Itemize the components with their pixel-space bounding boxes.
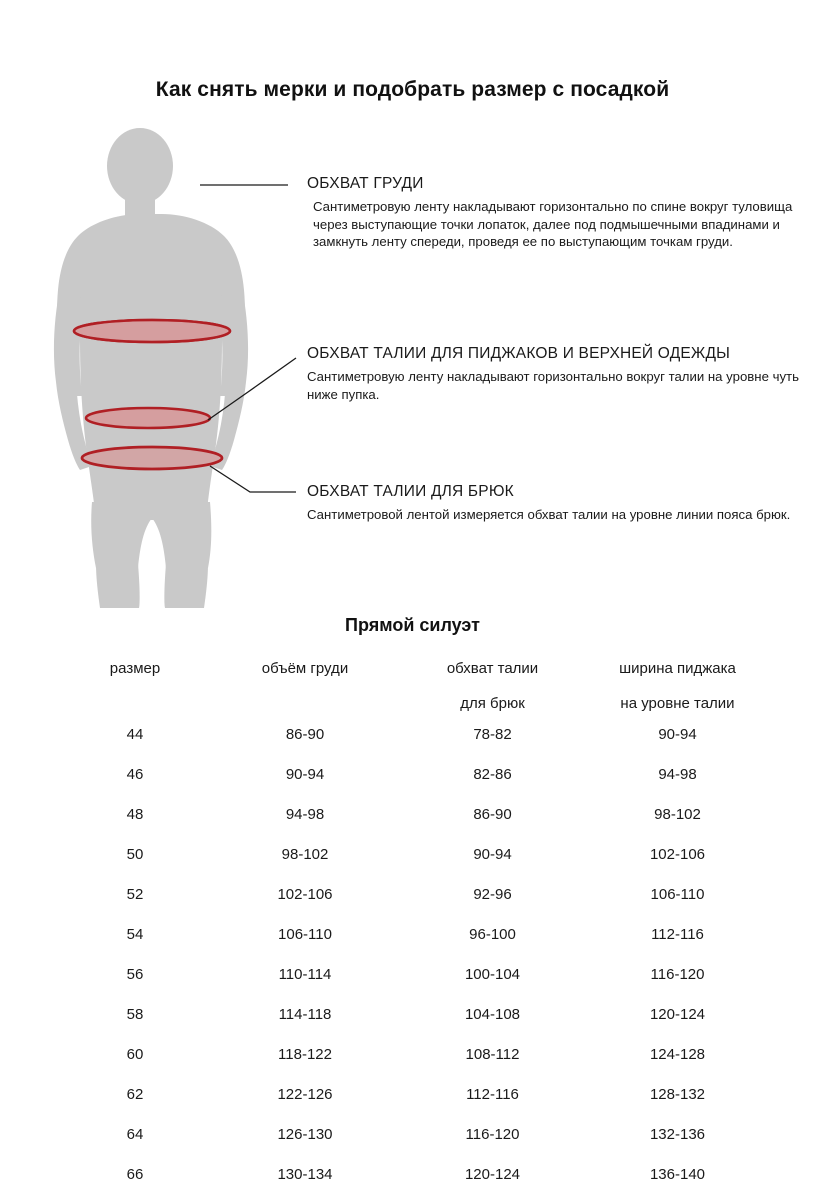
table-row	[60, 714, 770, 754]
table-header-size	[60, 660, 210, 714]
table-cell-chest: 122-126	[277, 1085, 333, 1103]
table-cell-chest: 110-114	[278, 965, 332, 983]
table-cell-chest: 98-102	[281, 845, 329, 863]
table-cell-jacket: 128-132	[649, 1085, 706, 1103]
table-cell-size: 62	[126, 1085, 144, 1103]
table-cell-waist: 82-86	[473, 765, 512, 783]
size-table-head	[60, 660, 770, 714]
table-cell-size: 66	[126, 1165, 144, 1183]
table-row	[60, 1114, 770, 1154]
table-row	[60, 1074, 770, 1114]
table-cell-waist: 108-112	[465, 1045, 520, 1063]
table-header-chest-main: объём груди	[261, 660, 349, 677]
body-figure	[30, 128, 290, 608]
callout-waist-trousers-title: ОБХВАТ ТАЛИИ ДЛЯ БРЮК	[307, 483, 514, 500]
table-header-row	[60, 660, 770, 714]
table-row	[60, 914, 770, 954]
table-row	[60, 1154, 770, 1194]
callout-waist-jacket	[307, 345, 819, 403]
callout-chest-body: Сантиметровую ленту накладывают горизонтально по спине вокруг туловища через выступающие точки лопаток, далее под подмышечными впадинами и замкнуть ленту спереди, проведя ее по выступающим точкам груди.	[313, 199, 793, 250]
table-cell-jacket: 94-98	[658, 765, 697, 783]
table-cell-waist: 112-116	[466, 1085, 519, 1103]
table-cell-waist: 78-82	[473, 725, 512, 743]
table-cell-size: 44	[126, 725, 144, 743]
table-cell-size: 52	[126, 885, 144, 903]
table-cell-chest: 102-106	[277, 885, 333, 903]
table-row	[60, 954, 770, 994]
table-cell-jacket: 112-116	[651, 925, 704, 943]
table-cell-size: 56	[126, 965, 144, 983]
table-header-waist-main: обхват талии	[446, 660, 539, 677]
table-header-chest	[210, 660, 400, 714]
callout-waist-jacket-title: ОБХВАТ ТАЛИИ ДЛЯ ПИДЖАКОВ И ВЕРХНЕЙ ОДЕЖДЫ	[307, 345, 731, 362]
table-cell-waist: 116-120	[465, 1125, 520, 1143]
callout-chest	[307, 175, 807, 251]
table-cell-chest: 118-122	[278, 1045, 332, 1063]
table-header-waist-sub: для брюк	[460, 695, 525, 712]
callout-waist-trousers-body: Сантиметровой лентой измеряется обхват талии на уровне линии пояса брюк.	[307, 507, 791, 522]
table-cell-waist: 92-96	[473, 885, 512, 903]
table-cell-jacket: 124-128	[649, 1045, 706, 1063]
table-cell-size: 54	[126, 925, 144, 943]
table-cell-waist: 96-100	[469, 925, 516, 943]
table-cell-size: 64	[126, 1125, 144, 1143]
table-cell-waist: 104-108	[464, 1005, 521, 1023]
table-cell-jacket: 90-94	[658, 725, 697, 743]
callout-waist-jacket-body: Сантиметровую ленту накладывают горизонтально вокруг талии на уровне чуть ниже пупка.	[307, 369, 799, 402]
table-cell-size: 60	[126, 1045, 144, 1063]
table-header-jacket-sub: на уровне талии	[620, 695, 735, 712]
table-cell-jacket: 98-102	[654, 805, 701, 823]
table-cell-waist: 86-90	[473, 805, 512, 823]
size-table-body	[60, 714, 770, 1194]
table-cell-chest: 94-98	[285, 805, 325, 823]
table-row	[60, 874, 770, 914]
table-row	[60, 994, 770, 1034]
table-header-waist	[400, 660, 585, 714]
page-title: Как снять мерки и подобрать размер с посадкой	[155, 78, 670, 101]
table-cell-size: 46	[126, 765, 144, 783]
table-row	[60, 754, 770, 794]
table-cell-waist: 100-104	[464, 965, 521, 983]
table-cell-jacket: 102-106	[649, 845, 706, 863]
table-cell-chest: 86-90	[285, 725, 325, 743]
table-cell-jacket: 106-110	[650, 885, 705, 903]
table-cell-size: 50	[126, 845, 144, 863]
table-cell-chest: 130-134	[277, 1165, 333, 1183]
table-header-jacket-main: ширина пиджака	[619, 660, 736, 677]
table-cell-waist: 120-124	[464, 1165, 521, 1183]
table-cell-chest: 114-118	[278, 1005, 332, 1023]
table-row	[60, 794, 770, 834]
table-cell-chest: 106-110	[278, 925, 332, 943]
table-cell-size: 58	[126, 1005, 144, 1023]
table-title: Прямой силуэт	[345, 615, 480, 635]
table-header-size-main: размер	[109, 660, 161, 677]
table-cell-jacket: 136-140	[649, 1165, 706, 1183]
callout-waist-trousers	[307, 483, 807, 524]
table-row	[60, 1034, 770, 1074]
table-header-jacket	[585, 660, 770, 714]
table-cell-jacket: 132-136	[649, 1125, 706, 1143]
table-cell-jacket: 120-124	[649, 1005, 706, 1023]
body-figure-svg	[30, 128, 290, 608]
table-cell-waist: 90-94	[473, 845, 512, 863]
table-cell-jacket: 116-120	[650, 965, 705, 983]
size-table	[60, 660, 770, 1194]
table-row	[60, 834, 770, 874]
table-cell-chest: 90-94	[285, 765, 325, 783]
table-cell-chest: 126-130	[277, 1125, 333, 1143]
callout-chest-title: ОБХВАТ ГРУДИ	[307, 175, 424, 192]
table-cell-size: 48	[126, 805, 144, 823]
